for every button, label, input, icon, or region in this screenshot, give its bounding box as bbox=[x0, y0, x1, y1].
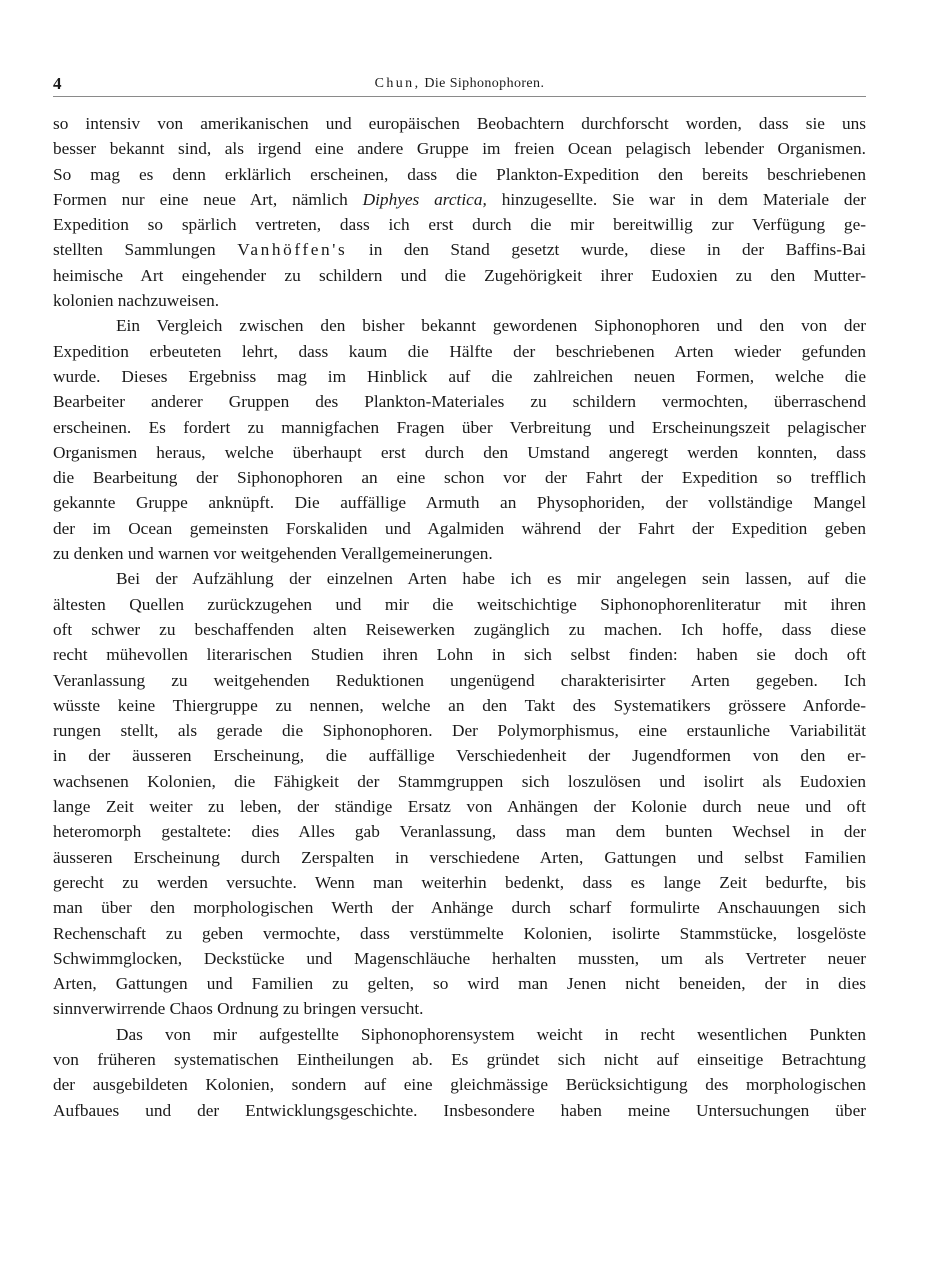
running-head bbox=[53, 72, 866, 97]
text-line: zu denken und warnen vor weitgehenden Verallgemeinerungen. bbox=[53, 544, 493, 564]
text-line: Aufbaues und der Entwicklungsgeschichte. Insbesondere haben meine Untersuchungen über bbox=[53, 1100, 866, 1120]
text-line: äusseren Erscheinung durch Zerspalten in verschiedene Arten, Gattungen und selbst Familien bbox=[53, 847, 866, 867]
paragraph bbox=[53, 313, 866, 566]
text-line: die Bearbeitung der Siphonophoren an eine schon vor der Fahrt der Expedition so trefflich bbox=[53, 468, 866, 488]
text-line: Bearbeiter anderer Gruppen des Plankton-Materiales zu schildern vermochten, überraschend bbox=[53, 392, 866, 412]
text-line: recht mühevollen literarischen Studien ihren Lohn in sich selbst finden: haben sie doch oft bbox=[53, 645, 866, 665]
text-line: heimische Art eingehender zu schildern und die Zugehörigkeit ihrer Eudoxien zu den Mutter- bbox=[53, 265, 866, 285]
text-line: man über den morphologischen Werth der Anhänge durch scharf formulirte Anschauungen sich bbox=[53, 898, 866, 918]
text-line: Expedition so spärlich vertreten, dass ich erst durch die mir bereitwillig zur Verfügung ge- bbox=[53, 215, 866, 235]
text-segment: hinzugesellte. Sie war in dem Materiale der bbox=[486, 189, 866, 209]
page-number: 4 bbox=[53, 74, 62, 93]
running-title bbox=[53, 76, 866, 92]
text-line bbox=[53, 187, 866, 212]
text-line: ältesten Quellen zurückzugehen und mir die weitschichtige Siphonophorenliteratur mit ihren bbox=[53, 594, 866, 614]
text-line: erscheinen. Es fordert zu mannigfachen Fragen über Verbreitung und Erscheinungszeit pelagischer bbox=[53, 417, 866, 437]
text-line: der ausgebildeten Kolonien, sondern auf eine gleichmässige Berücksichtigung des morphologischen bbox=[53, 1075, 866, 1095]
text-line: der im Ocean gemeinsten Forskaliden und Agalmiden während der Fahrt der Expedition geben bbox=[53, 518, 866, 538]
text-line: lange Zeit weiter zu leben, der ständige Ersatz von Anhängen der Kolonie durch neue und oft bbox=[53, 797, 866, 817]
paragraph bbox=[53, 566, 866, 1021]
text-segment: in den Stand gesetzt wurde, diese in der Baffins-Bai bbox=[347, 240, 866, 260]
text-line: So mag es denn erklärlich erscheinen, dass die Plankton-Expedition den bereits beschriebenen bbox=[53, 164, 866, 184]
text-line: Rechenschaft zu geben vermochte, dass verstümmelte Kolonien, isolirte Stammstücke, losgelöste bbox=[53, 923, 866, 943]
body-text bbox=[53, 111, 866, 1123]
text-line: wüsste keine Thiergruppe zu nennen, welche an den Takt des Systematikers grössere Anforde- bbox=[53, 695, 866, 715]
text-line: sinnverwirrende Chaos Ordnung zu bringen versucht. bbox=[53, 999, 424, 1019]
text-line: Ein Vergleich zwischen den bisher bekannt gewordenen Siphonophoren und den von der bbox=[116, 316, 866, 336]
text-line: Bei der Aufzählung der einzelnen Arten habe ich es mir angelegen sein lassen, auf die bbox=[116, 569, 866, 589]
text-line: wachsenen Kolonien, die Fähigkeit der Stammgruppen sich loszulösen und isolirt als Eudoxien bbox=[53, 771, 866, 791]
text-line: Das von mir aufgestellte Siphonophorensystem weicht in recht wesentlichen Punkten bbox=[116, 1024, 866, 1044]
text-line: Schwimmglocken, Deckstücke und Magenschläuche herhalten mussten, um als Vertreter neuer bbox=[53, 948, 866, 968]
text-line: besser bekannt sind, als irgend eine andere Gruppe im freien Ocean pelagisch lebender Organismen. bbox=[53, 139, 866, 159]
text-line: gerecht zu werden versuchte. Wenn man weiterhin bedenkt, dass es lange Zeit bedurfte, bis bbox=[53, 872, 866, 892]
running-title-text: Die Siphonophoren. bbox=[420, 76, 545, 91]
text-line bbox=[53, 237, 866, 262]
text-line: kolonien nachzuweisen. bbox=[53, 291, 220, 311]
text-line: rungen stellt, als gerade die Siphonophoren. Der Polymorphismus, eine erstaunliche Variabilität bbox=[53, 721, 866, 741]
text-segment: stellten Sammlungen bbox=[53, 240, 238, 260]
text-line: gekannte Gruppe anknüpft. Die auffällige Armuth an Physophoriden, der vollständige Mangel bbox=[53, 493, 866, 513]
species-name: Diphyes arctica, bbox=[362, 189, 487, 209]
text-line: Organismen heraus, welche überhaupt erst durch den Umstand angeregt werden konnten, dass bbox=[53, 442, 866, 462]
text-line: wurde. Dieses Ergebniss mag im Hinblick auf die zahlreichen neuen Formen, welche die bbox=[53, 366, 866, 386]
text-line: oft schwer zu beschaffenden alten Reisewerken zugänglich zu machen. Ich hoffe, dass diese bbox=[53, 619, 866, 639]
text-line: in der äusseren Erscheinung, die auffällige Verschiedenheit der Jugendformen von den er- bbox=[53, 746, 866, 766]
paragraph bbox=[53, 1022, 866, 1123]
text-line: heteromorph gestaltete: dies Alles gab Veranlassung, dass man dem bunten Wechsel in der bbox=[53, 822, 866, 842]
person-name: Vanhöffen's bbox=[237, 240, 348, 260]
text-line: so intensiv von amerikanischen und europäischen Beobachtern durchforscht worden, dass sie uns bbox=[53, 114, 866, 133]
text-line: von früheren systematischen Eintheilungen ab. Es gründet sich nicht auf einseitige Betrachtung bbox=[53, 1049, 866, 1069]
running-title-author: Chun, bbox=[374, 76, 421, 91]
text-line: Veranlassung zu weitgehenden Reduktionen ungenügend charakterisirter Arten gegeben. Ich bbox=[53, 670, 866, 690]
text-line: Arten, Gattungen und Familien zu gelten, so wird man Jenen nicht beneiden, der in dies bbox=[53, 974, 866, 994]
text-line: Expedition erbeuteten lehrt, dass kaum die Hälfte der beschriebenen Arten wieder gefunden bbox=[53, 341, 866, 361]
paragraph bbox=[53, 111, 866, 313]
text-segment: Formen nur eine neue Art, nämlich bbox=[53, 189, 363, 209]
